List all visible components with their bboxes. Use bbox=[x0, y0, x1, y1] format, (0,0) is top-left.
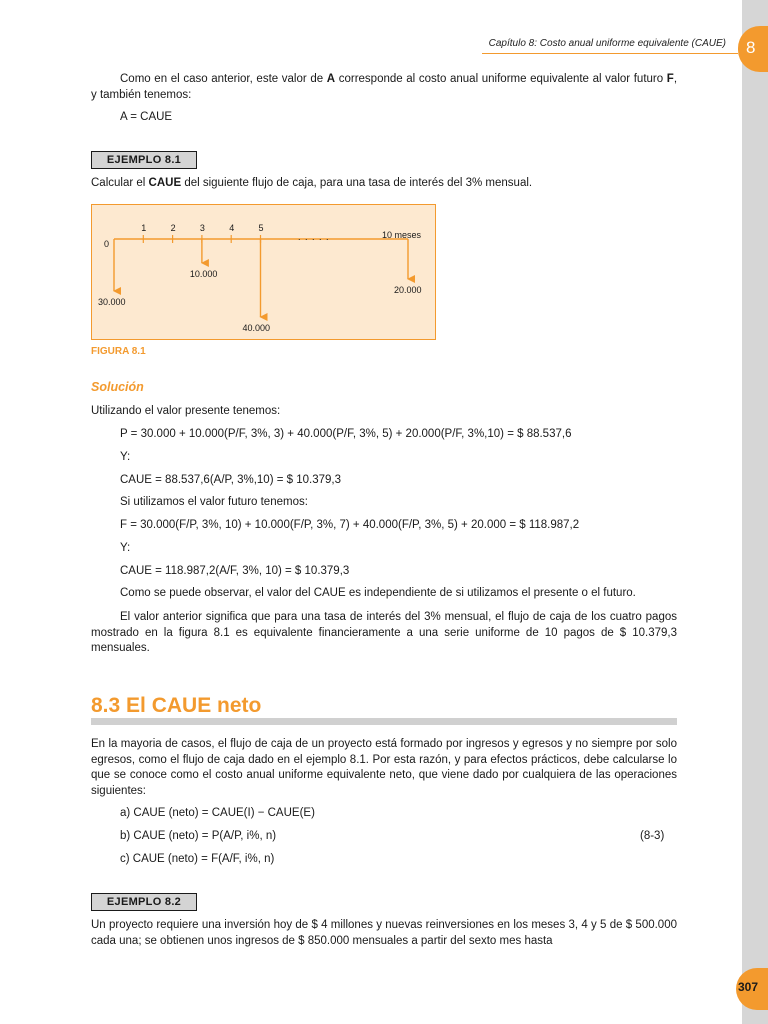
period-label: 4 bbox=[229, 223, 235, 233]
example-label-2: EJEMPLO 8.2 bbox=[91, 893, 197, 911]
formula-c: c) CAUE (neto) = F(A/F, i%, n) bbox=[120, 853, 275, 865]
running-head-rule bbox=[482, 53, 738, 54]
example-bold: CAUE bbox=[148, 177, 182, 189]
flow-value: 30.000 bbox=[98, 297, 126, 307]
running-head: Capítulo 8: Costo anual uniforme equivalente (CAUE) bbox=[488, 38, 726, 49]
solution-line-2: P = 30.000 + 10.000(P/F, 3%, 3) + 40.000(P/F, 3%, 5) + 20.000(P/F, 3%,10) = $ 88.537,6 bbox=[120, 428, 572, 440]
solution-line-8: CAUE = 118.987,2(A/F, 3%, 10) = $ 10.379,3 bbox=[120, 565, 350, 577]
flow-value: 10.000 bbox=[189, 269, 218, 279]
solution-line-7: Y: bbox=[120, 542, 131, 554]
solution-conclusion: El valor anterior significa que para una tasa de interés del 3% mensual, el flujo de caja de los cuatro pagos mostrado en la figura 8.1 es equivalente financieramente a una serie uniforme de 10 pagos de $ 10.379,3 mensuales. bbox=[91, 611, 677, 655]
example-text: Calcular el bbox=[91, 177, 149, 189]
intro-bold-f: F bbox=[666, 73, 674, 85]
formula-b: b) CAUE (neto) = P(A/P, i%, n) bbox=[120, 830, 277, 842]
equation-number: (8-3) bbox=[640, 830, 665, 842]
example-statement bbox=[91, 176, 677, 192]
formula-a: a) CAUE (neto) = CAUE(I) − CAUE(E) bbox=[120, 807, 315, 819]
section-intro: En la mayoria de casos, el flujo de caja de un proyecto está formado por ingresos y egresos y no siempre por solo egresos, como el flujo de caja dado en el ejemplo 8.1. Por esta razón, y para efectos prácticos, debe calcularse lo que se conoce como el costo anual uniforme equivalente neto, que viene dado por cualquiera de las operaciones siguientes: bbox=[91, 738, 677, 797]
intro-paragraph bbox=[91, 72, 677, 103]
section-rule bbox=[91, 718, 677, 725]
solution-line-4: CAUE = 88.537,6(A/P, 3%,10) = $ 10.379,3 bbox=[120, 474, 341, 486]
solution-line-1: Utilizando el valor presente tenemos: bbox=[91, 405, 281, 417]
cash-flow-svg bbox=[92, 205, 435, 339]
page-number-tab bbox=[736, 968, 768, 1010]
section-title: 8.3 El CAUE neto bbox=[91, 694, 262, 717]
example-label: EJEMPLO 8.1 bbox=[91, 151, 197, 169]
period-label: 5 bbox=[258, 223, 264, 233]
solution-heading: Solución bbox=[91, 380, 144, 394]
period-labels bbox=[104, 223, 422, 249]
example-2-statement: Un proyecto requiere una inversión hoy de $ 4 millones y nuevas reinversiones en los meses 3, 4 y 5 de $ 500.000 cada una; se obtienen unos ingresos de $ 850.000 mensuales a partir del sexto mes hasta bbox=[91, 919, 677, 947]
period-label: 1 bbox=[141, 223, 147, 233]
period-label: 2 bbox=[170, 223, 176, 233]
page-margin-strip bbox=[742, 0, 768, 1024]
intro-text: Como en el caso anterior, este valor de bbox=[120, 73, 327, 85]
solution-line-3: Y: bbox=[120, 451, 131, 463]
example-text: del siguiente flujo de caja, para una tasa de interés del 3% mensual. bbox=[181, 177, 533, 189]
period-label: 3 bbox=[199, 223, 205, 233]
intro-equation: A = CAUE bbox=[120, 111, 173, 123]
solution-line-6: F = 30.000(F/P, 3%, 10) + 10.000(F/P, 3%, 7) + 40.000(F/P, 3%, 5) + 20.000 = $ 118.987,2 bbox=[120, 519, 580, 531]
end-period-label: 10 meses bbox=[382, 230, 422, 240]
ellipsis-dots: . . . . . bbox=[298, 232, 330, 242]
figure-caption: FIGURA 8.1 bbox=[91, 346, 146, 357]
cash-flow-diagram bbox=[91, 204, 436, 340]
flow-arrows bbox=[98, 239, 422, 333]
intro-text: corresponde al costo anual uniforme equivalente al valor futuro bbox=[335, 73, 667, 85]
intro-bold-a: A bbox=[326, 73, 336, 85]
solution-line-9: Como se puede observar, el valor del CAUE es independiente de si utilizamos el presente o el futuro. bbox=[120, 587, 636, 599]
period-label-zero: 0 bbox=[104, 239, 110, 249]
solution-line-5: Si utilizamos el valor futuro tenemos: bbox=[120, 496, 308, 508]
flow-value: 20.000 bbox=[394, 285, 422, 295]
intro-text: , y también tenemos: bbox=[91, 73, 678, 101]
flow-value: 40.000 bbox=[242, 323, 271, 333]
chapter-number: 8 bbox=[746, 38, 756, 57]
page-number: 307 bbox=[738, 980, 759, 994]
